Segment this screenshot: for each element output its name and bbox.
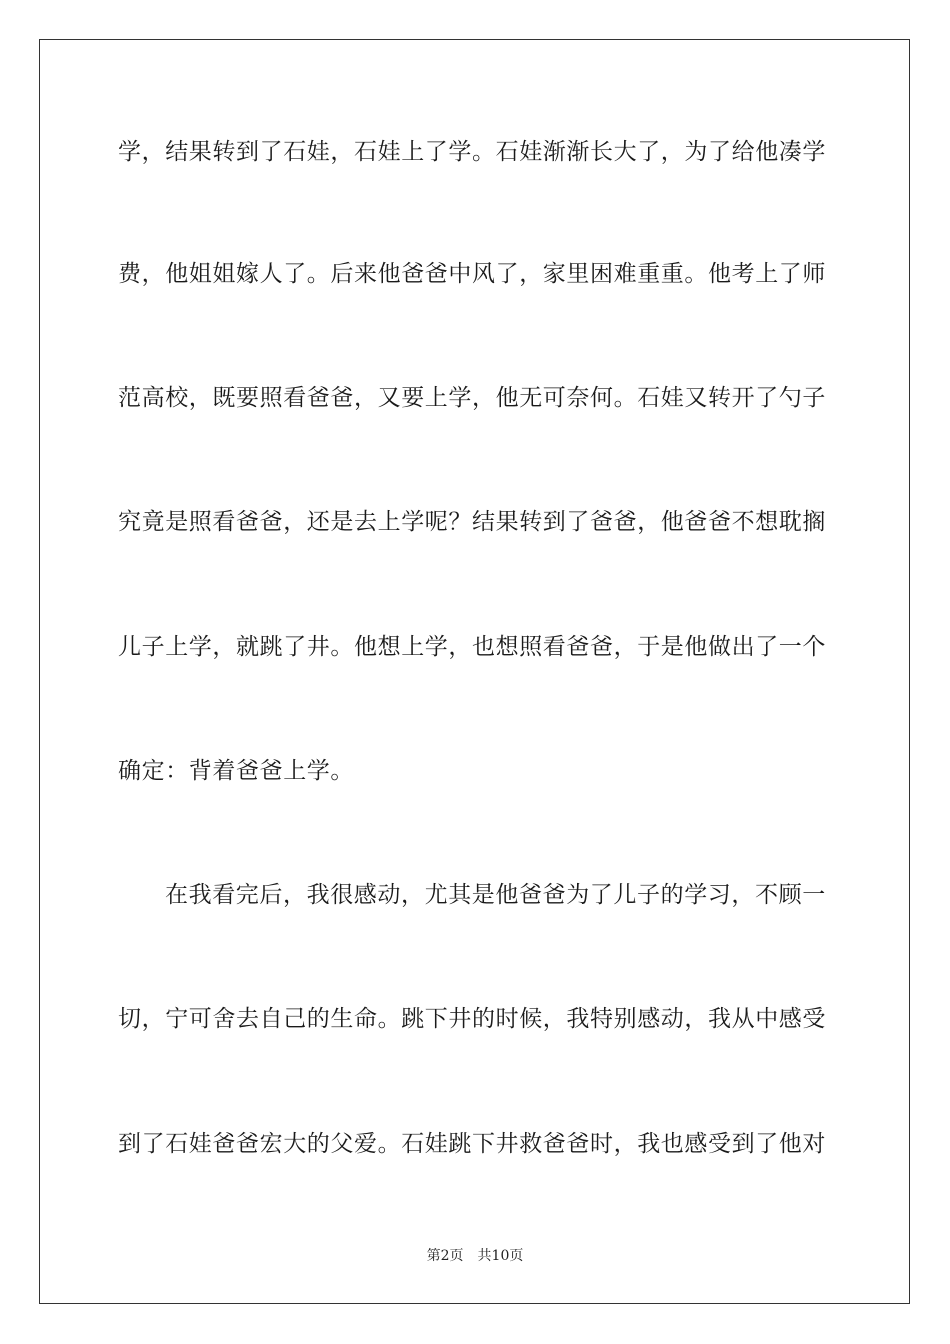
- page-border: [39, 39, 910, 1304]
- text-line-4: 究竟是照看爸爸，还是去上学呢？结果转到了爸爸，他爸爸不想耽搁: [118, 509, 826, 535]
- text-line-7-paragraph-start: 在我看完后，我很感动，尤其是他爸爸为了儿子的学习，不顾一: [165, 882, 826, 908]
- text-line-8: 切，宁可舍去自己的生命。跳下井的时候，我特别感动，我从中感受: [118, 1006, 826, 1032]
- text-line-6: 确定：背着爸爸上学。: [118, 758, 354, 784]
- text-line-5: 儿子上学，就跳了井。他想上学，也想照看爸爸，于是他做出了一个: [118, 634, 826, 660]
- page-number: 第2页: [426, 1248, 464, 1264]
- text-line-1: 学，结果转到了石娃，石娃上了学。石娃渐渐长大了，为了给他凑学: [118, 139, 826, 165]
- page-total: 共10页: [477, 1248, 524, 1264]
- text-line-2: 费，他姐姐嫁人了。后来他爸爸中风了，家里困难重重。他考上了师: [118, 261, 826, 287]
- page-footer: [0, 1245, 950, 1265]
- text-line-9: 到了石娃爸爸宏大的父爱。石娃跳下井救爸爸时，我也感受到了他对: [118, 1131, 826, 1157]
- text-line-3: 范高校，既要照看爸爸，又要上学，他无可奈何。石娃又转开了勺子: [118, 385, 826, 411]
